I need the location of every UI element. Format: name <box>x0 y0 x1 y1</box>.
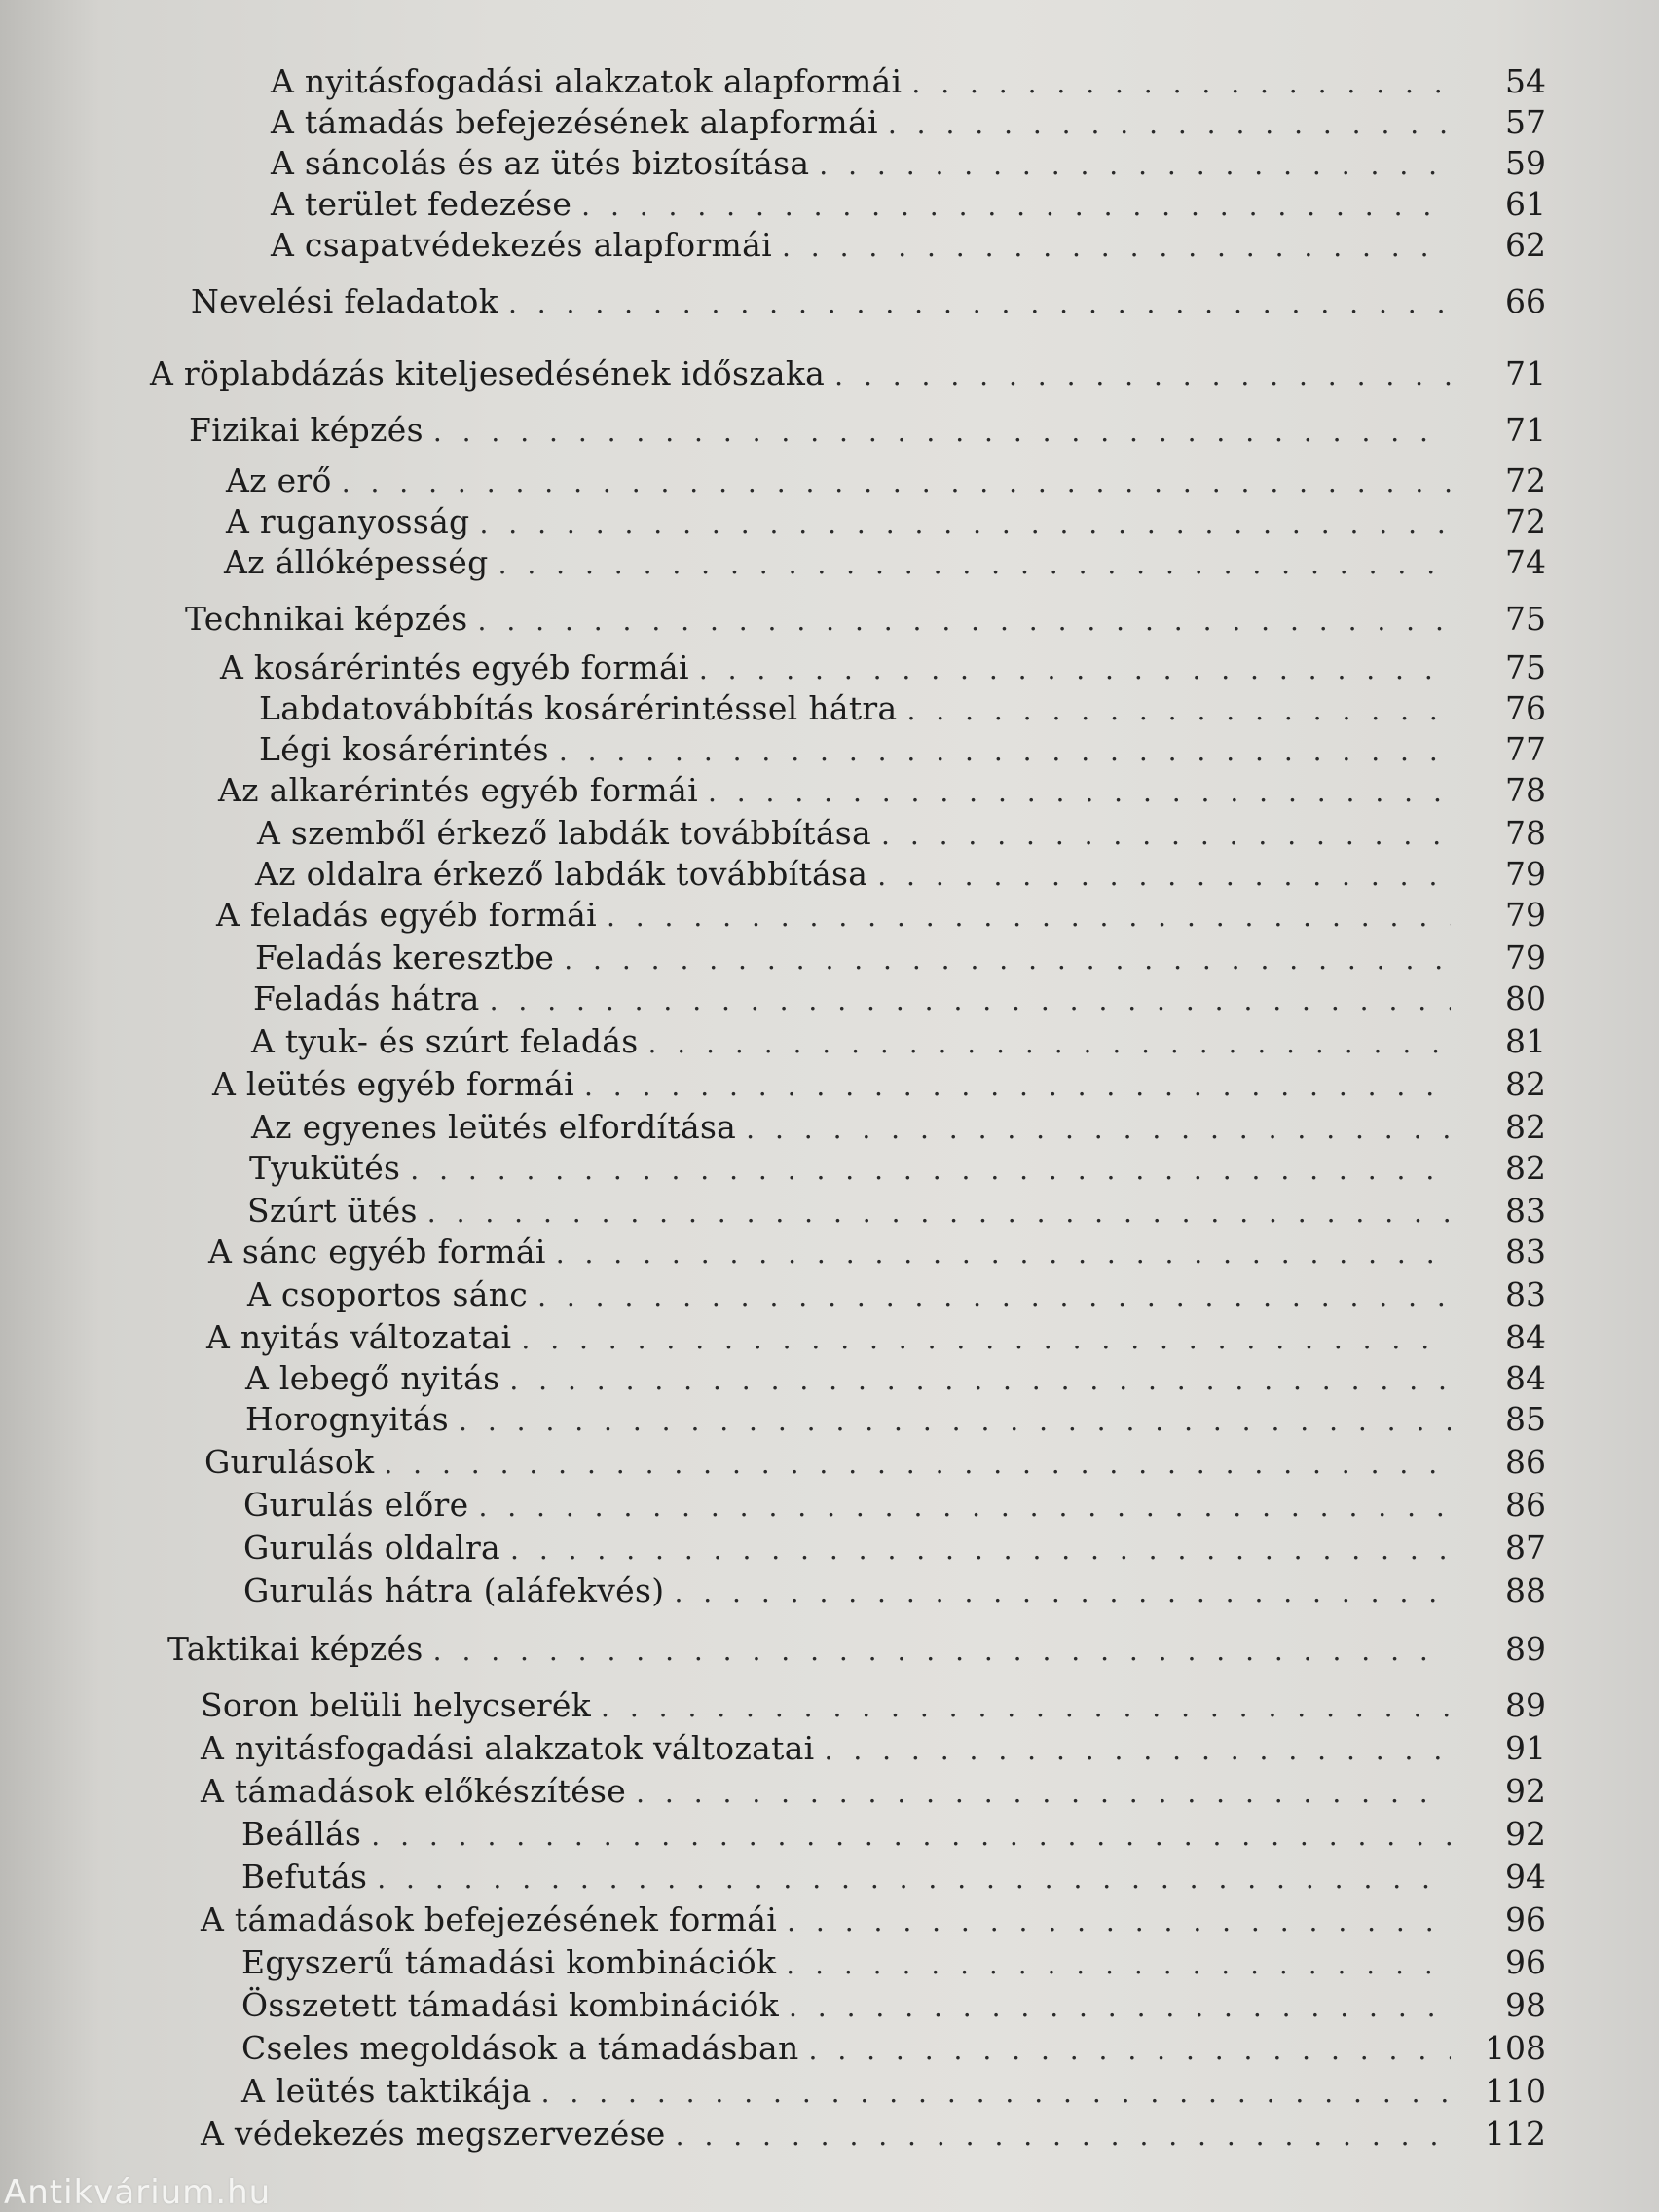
toc-page-number: 92 <box>1505 1815 1546 1853</box>
toc-row <box>0 1727 1659 1770</box>
toc-row <box>0 2027 1659 2070</box>
toc-row <box>0 1106 1659 1149</box>
toc-page-number: 110 <box>1485 2072 1546 2110</box>
toc-entry-title: Befutás <box>241 1858 368 1896</box>
toc-entry <box>243 1527 1464 1571</box>
toc-entry <box>167 1628 1464 1673</box>
toc-page-number: 91 <box>1505 1729 1546 1767</box>
toc-leader-dots <box>559 730 1451 773</box>
toc-leader-dots <box>674 1571 1451 1614</box>
toc-page-number: 78 <box>1505 771 1546 809</box>
toc-page-number: 54 <box>1505 62 1546 100</box>
toc-leader-dots <box>819 144 1451 187</box>
toc-leader-dots <box>746 1108 1451 1151</box>
toc-row <box>0 894 1659 937</box>
toc-entry <box>185 598 1464 643</box>
toc-leader-dots <box>510 1529 1451 1571</box>
toc-entry <box>255 853 1464 898</box>
watermark: Antikvárium.hu <box>4 2173 272 2212</box>
toc-page-number: 86 <box>1505 1443 1546 1481</box>
toc-page-number: 82 <box>1505 1065 1546 1103</box>
toc-row <box>0 1190 1659 1233</box>
toc-entry-title: Gurulás hátra (aláfekvés) <box>243 1571 665 1609</box>
toc-row <box>0 812 1659 855</box>
toc-leader-dots <box>676 2115 1451 2157</box>
toc-entry <box>191 280 1464 325</box>
toc-leader-dots <box>490 979 1451 1022</box>
toc-row <box>0 1441 1659 1484</box>
toc-entry-title: A feladás egyéb formái <box>216 896 597 934</box>
toc-page-number: 71 <box>1505 354 1546 392</box>
toc-row <box>0 1770 1659 1813</box>
toc-leader-dots <box>708 771 1451 814</box>
toc-page-number: 72 <box>1505 461 1546 499</box>
toc-entry-title: A röplabdázás kiteljesedésének időszaka <box>150 354 826 392</box>
toc-entry-title: Beállás <box>241 1815 362 1853</box>
toc-leader-dots <box>556 1233 1451 1275</box>
toc-row <box>0 1941 1659 1984</box>
toc-page-number: 57 <box>1505 103 1546 141</box>
toc-entry-title: Gurulás előre <box>243 1486 469 1524</box>
toc-entry-title: Gurulás oldalra <box>243 1529 501 1567</box>
toc-row <box>0 853 1659 896</box>
toc-page-number: 83 <box>1505 1192 1546 1230</box>
toc-entry <box>271 183 1464 228</box>
toc-page-number: 78 <box>1505 814 1546 852</box>
toc-entry-title: A csoportos sánc <box>247 1275 529 1313</box>
toc-entry-title: Összetett támadási kombinációk <box>241 1986 779 2024</box>
toc-leader-dots <box>541 2072 1451 2115</box>
toc-leader-dots <box>881 814 1451 857</box>
toc-entry <box>241 2027 1464 2072</box>
toc-row <box>0 352 1659 395</box>
toc-page-number: 82 <box>1505 1108 1546 1146</box>
toc-entry <box>241 2070 1464 2115</box>
toc-page-number: 94 <box>1505 1858 1546 1896</box>
toc-entry <box>241 1984 1464 2029</box>
toc-row <box>0 1569 1659 1612</box>
toc-entry-title: Az egyenes leütés elfordítása <box>251 1108 737 1146</box>
toc-page-number: 88 <box>1505 1571 1546 1609</box>
toc-row <box>0 224 1659 267</box>
toc-page-number: 59 <box>1505 144 1546 182</box>
toc-entry <box>201 1727 1464 1772</box>
toc-leader-dots <box>789 1986 1451 2029</box>
toc-entry <box>247 1273 1464 1318</box>
toc-entry <box>245 1398 1464 1443</box>
toc-page-number: 87 <box>1505 1529 1546 1567</box>
toc-page-number: 84 <box>1505 1318 1546 1356</box>
toc-page-number: 79 <box>1505 896 1546 934</box>
toc-leader-dots <box>825 1729 1451 1772</box>
toc-entry-title: A nyitásfogadási alakzatok alapformái <box>271 62 903 100</box>
toc-entry <box>206 1316 1464 1361</box>
toc-leader-dots <box>509 1359 1451 1402</box>
toc-leader-dots <box>427 1192 1451 1235</box>
toc-entry-title: Az oldalra érkező labdák továbbítása <box>255 855 868 893</box>
toc-leader-dots <box>699 648 1451 691</box>
toc-entry <box>204 1441 1464 1486</box>
toc-entry-title: A sáncolás és az ütés biztosítása <box>271 144 810 182</box>
toc-leader-dots <box>564 939 1451 981</box>
toc-leader-dots <box>521 1318 1451 1361</box>
toc-entry <box>259 728 1464 773</box>
toc-leader-dots <box>384 1443 1451 1486</box>
toc-entry <box>212 1063 1464 1108</box>
toc-row <box>0 460 1659 502</box>
toc-entry-title: A szemből érkező labdák továbbítása <box>257 814 872 852</box>
toc-entry-title: A csapatvédekezés alapformái <box>271 226 772 264</box>
toc-row <box>0 541 1659 584</box>
toc-entry <box>247 1190 1464 1235</box>
toc-page-number: 83 <box>1505 1275 1546 1313</box>
toc-row <box>0 409 1659 452</box>
toc-entry-title: A nyitás változatai <box>206 1318 512 1356</box>
toc-page-number: 92 <box>1505 1772 1546 1810</box>
toc-leader-dots <box>584 1065 1451 1108</box>
toc-page-number: 86 <box>1505 1486 1546 1524</box>
toc-leader-dots <box>786 1943 1451 1986</box>
toc-row <box>0 183 1659 226</box>
toc-page-number: 71 <box>1505 411 1546 449</box>
toc-entry-title: Cseles megoldások a támadásban <box>241 2029 799 2067</box>
toc-entry <box>271 101 1464 146</box>
toc-row <box>0 1813 1659 1856</box>
toc-entry <box>251 1020 1464 1065</box>
toc-page-number: 76 <box>1505 689 1546 727</box>
toc-leader-dots <box>877 855 1451 898</box>
toc-page-number: 62 <box>1505 226 1546 264</box>
toc-leader-dots <box>648 1022 1452 1065</box>
toc-page-number: 85 <box>1505 1400 1546 1438</box>
toc-entry-title: A támadások befejezésének formái <box>201 1900 778 1938</box>
toc-row <box>0 1063 1659 1106</box>
toc-entry-title: A védekezés megszervezése <box>201 2115 666 2153</box>
toc-row <box>0 1628 1659 1671</box>
toc-entry-title: A támadás befejezésének alapformái <box>271 103 878 141</box>
toc-row <box>0 1357 1659 1400</box>
toc-entry-title: Horognyitás <box>245 1400 450 1438</box>
toc-entry <box>216 894 1464 939</box>
toc-page-number: 77 <box>1505 730 1546 768</box>
toc-row <box>0 1984 1659 2027</box>
toc-entry <box>255 937 1464 981</box>
toc-page-number: 84 <box>1505 1359 1546 1397</box>
toc-row <box>0 1527 1659 1569</box>
toc-entry <box>226 460 1464 504</box>
toc-entry-title: A ruganyosság <box>226 502 470 540</box>
toc-row <box>0 500 1659 543</box>
toc-leader-dots <box>911 62 1451 105</box>
toc-entry <box>226 500 1464 545</box>
toc-row <box>0 598 1659 641</box>
toc-row <box>0 687 1659 730</box>
toc-leader-dots <box>809 2029 1451 2072</box>
toc-page-number: 80 <box>1505 979 1546 1017</box>
toc-page-number: 75 <box>1505 648 1546 686</box>
toc-row <box>0 937 1659 979</box>
toc-page-number: 66 <box>1505 282 1546 320</box>
toc-row <box>0 280 1659 323</box>
toc-entry-title: Technikai képzés <box>185 600 468 638</box>
toc-entry-title: Gurulások <box>204 1443 375 1481</box>
toc-leader-dots <box>433 1630 1451 1673</box>
toc-entry <box>245 1357 1464 1402</box>
toc-entry-title: A nyitásfogadási alakzatok változatai <box>201 1729 815 1767</box>
toc-entry-title: A sánc egyéb formái <box>208 1233 546 1271</box>
toc-entry-title: Soron belüli helycserék <box>201 1686 592 1724</box>
toc-entry <box>150 352 1464 397</box>
toc-entry <box>241 1856 1464 1900</box>
toc-page-number: 98 <box>1505 1986 1546 2024</box>
toc-row <box>0 1684 1659 1727</box>
toc-row <box>0 1484 1659 1527</box>
toc-entry-title: A tyuk- és szúrt feladás <box>251 1022 639 1060</box>
toc-leader-dots <box>498 543 1451 586</box>
toc-entry <box>218 769 1464 814</box>
toc-entry <box>241 1813 1464 1858</box>
toc-row <box>0 1273 1659 1316</box>
toc-entry <box>271 224 1464 269</box>
toc-entry-title: Fizikai képzés <box>189 411 424 449</box>
toc-leader-dots <box>636 1772 1451 1815</box>
toc-entry-title: Taktikai képzés <box>167 1630 424 1668</box>
toc-entry-title: Feladás hátra <box>253 979 480 1017</box>
toc-entry-title: Légi kosárérintés <box>259 730 549 768</box>
toc-entry <box>201 2113 1464 2157</box>
toc-page-number: 89 <box>1505 1630 1546 1668</box>
toc-row <box>0 646 1659 689</box>
toc-entry <box>189 409 1464 454</box>
toc-entry-title: A leütés egyéb formái <box>212 1065 574 1103</box>
toc-row <box>0 1231 1659 1273</box>
toc-page-number: 81 <box>1505 1022 1546 1060</box>
toc-leader-dots <box>479 502 1451 545</box>
toc-entry <box>259 687 1464 732</box>
toc-page-number: 82 <box>1505 1149 1546 1187</box>
toc-entry <box>201 1899 1464 1943</box>
toc-entry-title: Az erő <box>226 461 332 499</box>
toc-leader-dots <box>371 1815 1451 1858</box>
toc-entry-title: A terület fedezése <box>271 185 572 223</box>
toc-leader-dots <box>834 354 1451 397</box>
toc-page-number: 79 <box>1505 939 1546 977</box>
toc-page-number: 108 <box>1485 2029 1546 2067</box>
toc-row <box>0 60 1659 103</box>
toc-entry-title: Tyukütés <box>249 1149 401 1187</box>
toc-entry <box>243 1569 1464 1614</box>
toc-entry-title: Szúrt ütés <box>247 1192 418 1230</box>
toc-row <box>0 977 1659 1020</box>
toc-page-number: 96 <box>1505 1943 1546 1981</box>
toc-leader-dots <box>906 689 1451 732</box>
toc-entry <box>249 1147 1464 1192</box>
toc-entry-title: Feladás keresztbe <box>255 939 555 977</box>
toc-leader-dots <box>537 1275 1451 1318</box>
toc-entry <box>253 977 1464 1022</box>
toc-leader-dots <box>433 411 1451 454</box>
toc-page-number: 89 <box>1505 1686 1546 1724</box>
toc-page-number: 79 <box>1505 855 1546 893</box>
toc-row <box>0 1856 1659 1899</box>
toc-row <box>0 2070 1659 2113</box>
toc-row <box>0 2113 1659 2156</box>
toc-entry <box>220 646 1464 691</box>
toc-leader-dots <box>342 461 1451 504</box>
toc-page-number: 96 <box>1505 1900 1546 1938</box>
toc-entry-title: A támadások előkészítése <box>201 1772 627 1810</box>
toc-page-number: 83 <box>1505 1233 1546 1271</box>
toc-entry-title: Az alkarérintés egyéb formái <box>218 771 698 809</box>
toc-row <box>0 728 1659 771</box>
toc-leader-dots <box>601 1686 1451 1729</box>
toc-leader-dots <box>607 896 1451 939</box>
toc-leader-dots <box>377 1858 1451 1900</box>
toc-entry-title: A kosárérintés egyéb formái <box>220 648 689 686</box>
toc-entry <box>201 1770 1464 1815</box>
toc-page-number: 74 <box>1505 543 1546 581</box>
toc-row <box>0 101 1659 144</box>
toc-entry <box>251 1106 1464 1151</box>
toc-page-number: 61 <box>1505 185 1546 223</box>
toc-entry-title: A leütés taktikája <box>241 2072 532 2110</box>
toc-row <box>0 1147 1659 1190</box>
toc-entry-title: Labdatovábbítás kosárérintéssel hátra <box>259 689 898 727</box>
toc-leader-dots <box>581 185 1451 228</box>
toc-row <box>0 1316 1659 1359</box>
toc-entry <box>271 142 1464 187</box>
toc-entry <box>208 1231 1464 1275</box>
toc-entry <box>271 60 1464 105</box>
toc-entry <box>201 1684 1464 1729</box>
toc-leader-dots <box>782 226 1451 269</box>
toc-row <box>0 142 1659 185</box>
toc-entry-title: Az állóképesség <box>224 543 489 581</box>
toc-page-number: 75 <box>1505 600 1546 638</box>
toc-leader-dots <box>508 282 1451 325</box>
toc-leader-dots <box>787 1900 1451 1943</box>
toc-entry <box>257 812 1464 857</box>
toc-page-number: 72 <box>1505 502 1546 540</box>
toc-entry-title: Egyszerű támadási kombinációk <box>241 1943 777 1981</box>
toc-page-number: 112 <box>1485 2115 1546 2153</box>
toc-row <box>0 1398 1659 1441</box>
toc-entry <box>224 541 1464 586</box>
toc-leader-dots <box>888 103 1451 146</box>
toc-entry-title: Nevelési feladatok <box>191 282 498 320</box>
toc-row <box>0 769 1659 812</box>
toc-leader-dots <box>478 600 1451 643</box>
toc-entry <box>241 1941 1464 1986</box>
toc-row <box>0 1020 1659 1063</box>
toc-entry <box>243 1484 1464 1529</box>
toc-leader-dots <box>478 1486 1451 1529</box>
toc-leader-dots <box>410 1149 1451 1192</box>
toc-entry-title: A lebegő nyitás <box>245 1359 500 1397</box>
toc-leader-dots <box>459 1400 1451 1443</box>
toc-row <box>0 1899 1659 1941</box>
